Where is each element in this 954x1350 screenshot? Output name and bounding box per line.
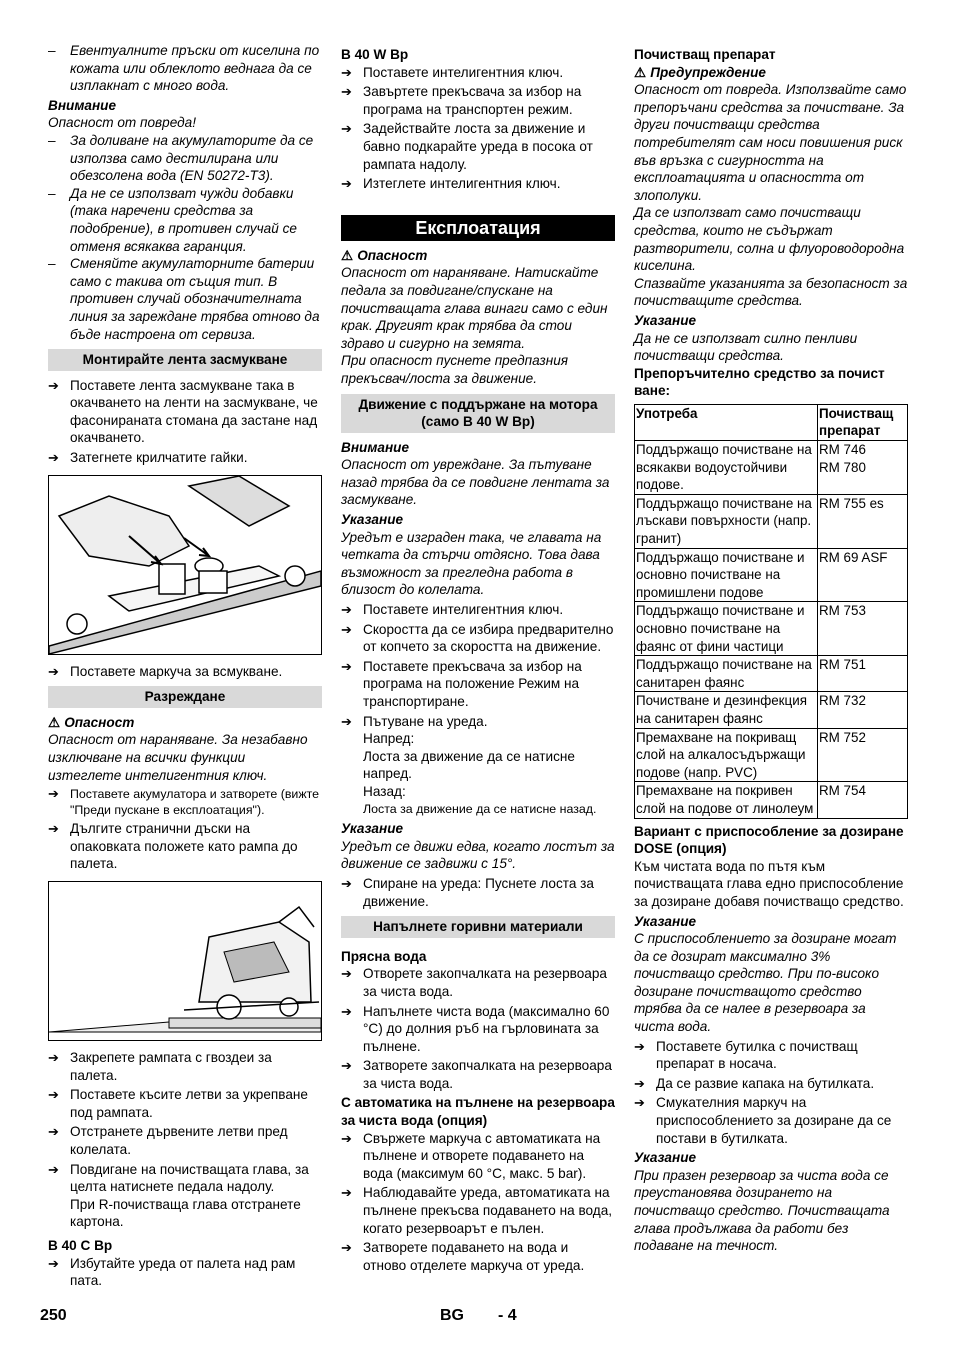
step: ➔ Наблюдавайте уреда, автоматиката на пълнене прекъсва подаването на вода, когато резервоарът е пълен.	[341, 1184, 615, 1237]
warning-text-3: Спазвайте указанията за безопасност за почистващите средства.	[634, 275, 908, 309]
squeegee-drawing	[49, 476, 321, 654]
step: ➔ Пътуване на уреда.	[341, 713, 615, 731]
dash-item: – Да не се използват чужди добавки (така наречени средства за подобрение), в противен случай се отменя всякаква гаранция.	[48, 185, 322, 255]
step: ➔ Поставете бутилка с почистващ препарат в носача.	[634, 1038, 908, 1073]
step: ➔ Повдигане на почистващата глава, за целта натиснете педала надолу.	[48, 1161, 322, 1196]
step: ➔ Избутайте уреда от палета над рам пата.	[48, 1255, 322, 1290]
table-cell-product: RM 746 RM 780	[818, 441, 908, 495]
column-1	[48, 42, 322, 1292]
warning-icon: ⚠	[634, 64, 647, 80]
step: ➔ Скоростта да се избира предварително от копчето за скоростта на движение.	[341, 621, 615, 656]
step: ➔ Завъртете прекъсвача за избор на програма на транспортен режим.	[341, 83, 615, 118]
section-title-squeegee: Монтирайте лента засмукване	[48, 349, 322, 371]
note-text: С приспособлението за дозиране могат да се дозират максимално 3% почистващо средство. При по-високо дозиране почистващото средство трябва да се налее в резервоара за чиста вода.	[634, 931, 897, 1035]
language-code: BG	[440, 1307, 464, 1324]
table-header-row	[635, 404, 908, 440]
table-row	[635, 602, 908, 656]
danger-text: Опасност от нараняване. Натискайте педала за повдигане/спускане на почистващата глава винаги само с един крак. Другият крак трябва да стои здраво и сигурно на земята.	[341, 265, 608, 351]
note-text: Уредът се движи едва, когато лостът за движение се задвижи с 15°.	[341, 838, 615, 872]
dose-text: Към чистата вода по пътя към почистващата глава едно приспособление за дозиране добавя почистващо средство.	[634, 858, 904, 909]
dash-item: – За доливане на акумулаторите да се използва само дестилирана или обезсолена вода (EN 50272-T3).	[48, 132, 322, 185]
cleaner-title: Почистващ препарат	[634, 47, 776, 62]
step: ➔ Отстранете дървените летви пред колелата.	[48, 1123, 322, 1158]
step: ➔ Задействайте лоста за движение и бавно подкарайте уреда в посока от рампата надолу.	[341, 120, 615, 173]
step: ➔ Да се развие капака на бутилката.	[634, 1075, 908, 1093]
table-cell-usage: Почистване и дезинфекция на санитарен фаянс	[635, 692, 818, 728]
page-number: 250	[40, 1307, 67, 1324]
fresh-water-title: Прясна вода	[341, 948, 427, 964]
r-head-note: При R-почистваща глава отстранете картона.	[70, 1196, 301, 1230]
step: ➔ Поставете акумулатора и затворете (вижте "Преди пускане в експлоатация").	[48, 786, 322, 818]
note-text: Уредът е изграден така, че главата на четката да стърчи отдясно. Това дава възможност за прегледна работа в близост до колелата.	[341, 529, 602, 598]
step: ➔ Поставете прекъсвача за избор на програма на положение Режим на транспортиране.	[341, 658, 615, 711]
table-cell-usage: Поддържащо почистване и основно почистване на фаянс от фини частици	[635, 602, 818, 656]
intro-dash: – Евентуалните пръски от киселина по кожата или облеклото веднага да се изплакнат с много вода.	[48, 42, 322, 95]
table-row	[635, 656, 908, 692]
table-cell-usage: Поддържащо почистване на всякакви водоустойчиви подове.	[635, 441, 818, 495]
note-title: Указание	[634, 312, 697, 328]
danger-title: Опасност	[64, 714, 135, 730]
section-title-motor: Движение с поддържане на мотора (само B 40 W Bp)	[341, 394, 615, 433]
note-title: Указание	[634, 1150, 697, 1166]
table-cell-usage: Премахване на покривен слой на подове от линолеум	[635, 782, 818, 818]
table-body	[635, 441, 908, 818]
step: ➔ Затворете подаването на вода и отново отделете маркуча от уреда.	[341, 1239, 615, 1274]
step: ➔ Поставете маркуча за всмукване.	[48, 663, 322, 681]
attention-title: Внимание	[341, 439, 410, 455]
attention-text: Опасност от увреждане. За пътуване назад трябва да се повдигне лентата за засмукване.	[341, 457, 610, 508]
forward-label: Напред:	[363, 731, 415, 747]
warning-title: Предупреждение	[650, 64, 766, 80]
note-text: При празен резервоар за чиста вода се преустановява дозирането на почистващо средство. Почистващата глава продължава да работи без подаване на течност.	[634, 1167, 890, 1254]
table-cell-product: RM 752	[818, 728, 908, 782]
table-row	[635, 728, 908, 782]
table-cell-product: RM 755 es	[818, 494, 908, 548]
step: ➔ Затегнете крилчатите гайки.	[48, 449, 322, 467]
b40w-title: B 40 W Bp	[341, 47, 409, 62]
table-cell-product: RM 69 ASF	[818, 548, 908, 602]
auto-fill-title: С автоматика на пълнене на резервоара за чиста вода (опция)	[341, 1095, 615, 1129]
machine-drawing	[49, 882, 321, 1040]
warning-text-2: Да се използват само почистващи средства, които не съдържат разтворители, солна и флуороводородна киселина.	[634, 205, 905, 274]
warning-text: Опасност от повреда. Използвайте само препоръчани средства за почистване. За други почистващи средства потребителят сам носи повишения риск във връзка с сигурността на експлоатацията и опасността от злополуки.	[634, 82, 907, 203]
step: ➔ Закрепете рампата с гвоздеи за палета.	[48, 1049, 322, 1084]
cleaner-table	[634, 404, 908, 819]
step: ➔ Поставете интелигентния ключ.	[341, 601, 615, 619]
step: ➔ Отворете закопчалката на резервоара за чиста вода.	[341, 965, 615, 1000]
column-3	[634, 46, 908, 1255]
forward-text: Лоста за движение да се натисне напред.	[363, 748, 575, 782]
section-title-fill: Напълнете горивни материали	[341, 916, 615, 938]
table-cell-product: RM 751	[818, 656, 908, 692]
dash-item: – Сменяйте акумулаторните батерии само с такива от същия тип. В противен случай обозначителната линия за зареждане трябва отново да бъде настроена от сервиза.	[48, 255, 322, 343]
table-row	[635, 548, 908, 602]
table-cell-usage: Премахване на покриващ слой на алкалосъдържащи подове (напр. PVC)	[635, 728, 818, 782]
danger-text: Опасност от нараняване. За незабавно изключване на всички функции изтеглете интелигентния ключ.	[48, 732, 308, 783]
step: ➔ Затворете закопчалката на резервоара за чиста вода.	[341, 1057, 615, 1092]
back-text: Лоста за движение да се натисне назад.	[363, 801, 597, 816]
table-row	[635, 692, 908, 728]
table-cell-product: RM 753	[818, 602, 908, 656]
step: ➔ Смукателния маркуч на приспособлението за дозиране да се постави в бутилката.	[634, 1094, 908, 1147]
preferred-title: Препоръчително средство за почист ване:	[634, 365, 885, 399]
danger-title: Опасност	[357, 247, 428, 263]
attention-title: Внимание	[48, 97, 117, 113]
step: ➔ Напълнете чиста вода (максимално 60 °C) до долния ръб на гърловината за пълнене.	[341, 1003, 615, 1056]
table-row	[635, 441, 908, 495]
step: ➔ Поставете лента засмукване така в окачването на ленти на засмукване, че фасонираната стомана да застане над окачването.	[48, 377, 322, 447]
danger-text-2: При опасност пуснете предпазния прекъсвач/лоста за движение.	[341, 353, 569, 386]
machine-on-pallet-illustration	[48, 881, 322, 1041]
step: ➔ Изтеглете интелигентния ключ.	[341, 175, 615, 193]
table-cell-product: RM 754	[818, 782, 908, 818]
dose-title: Вариант с приспособление за дозиране DOSE (опция)	[634, 823, 904, 857]
section-number: - 4	[498, 1307, 517, 1324]
table-header: Почистващ препарат	[818, 404, 908, 440]
note-title: Указание	[634, 913, 697, 929]
note-title: Указание	[341, 821, 404, 837]
step: ➔ Поставете интелигентния ключ.	[341, 64, 615, 82]
column-2	[341, 46, 615, 1276]
back-label: Назад:	[363, 783, 406, 799]
attention-text: Опасност от повреда!	[48, 115, 196, 131]
b40c-title: B 40 C Bp	[48, 1237, 113, 1253]
section-title-operation: Експлоатация	[341, 215, 615, 241]
table-header: Употреба	[635, 404, 818, 440]
table-cell-product: RM 732	[818, 692, 908, 728]
squeegee-illustration	[48, 475, 322, 655]
section-title-unloading: Разреждане	[48, 686, 322, 708]
warning-icon: ⚠	[341, 247, 354, 263]
step: ➔ Поставете късите летви за укрепване под рампата.	[48, 1086, 322, 1121]
step: ➔ Дългите странични дъски на опаковката положете като рампа до палета.	[48, 820, 322, 873]
note-text: Да не се използват силно пенливи почистващи средства.	[634, 330, 858, 364]
table-row	[635, 494, 908, 548]
table-cell-usage: Поддържащо почистване на санитарен фаянс	[635, 656, 818, 692]
table-cell-usage: Поддържащо почистване и основно почистване на промишлени подове	[635, 548, 818, 602]
table-row	[635, 782, 908, 818]
table-cell-usage: Поддържащо почистване на лъскави повърхности (напр. гранит)	[635, 494, 818, 548]
step: ➔ Спиране на уреда: Пуснете лоста за движение.	[341, 875, 615, 910]
step: ➔ Свържете маркуча с автоматиката на пълнене и отворете подаването на вода (максимум 60 °C, макс. 5 bar).	[341, 1130, 615, 1183]
note-title: Указание	[341, 512, 404, 528]
warning-icon: ⚠	[48, 714, 61, 730]
